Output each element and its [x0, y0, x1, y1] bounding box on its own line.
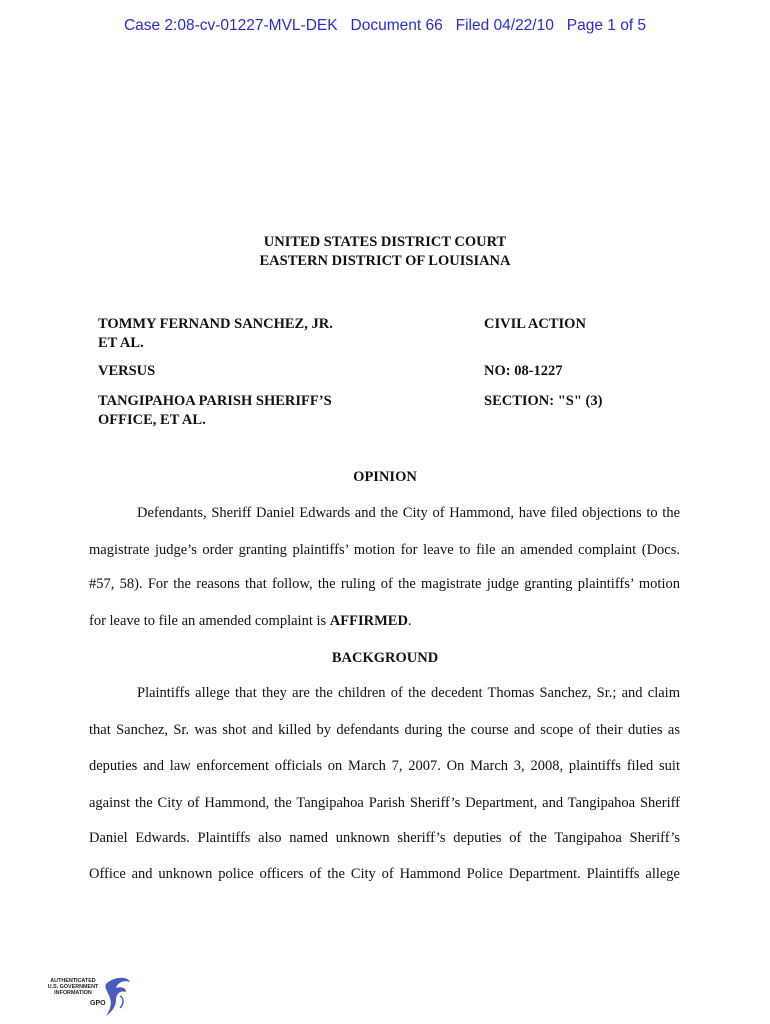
gpo-text-line-4: GPO — [90, 1000, 106, 1007]
caption-section: SECTION: "S" (3) — [484, 393, 603, 409]
opinion-heading: OPINION — [353, 469, 417, 485]
background-line-6: Office and unknown police officers of the City of Hammond Police Department. Plaintiffs allege — [89, 866, 680, 882]
gpo-authentication-logo — [42, 972, 132, 1020]
plaintiff-line-1: TOMMY FERNAND SANCHEZ, JR. — [98, 316, 333, 332]
background-line-4: against the City of Hammond, the Tangipahoa Parish Sheriff’s Department, and Tangipahoa Sheriff — [89, 795, 680, 811]
caption-case-number: NO: 08-1227 — [484, 363, 563, 379]
caption-plaintiff — [98, 315, 418, 353]
affirmed-text: AFFIRMED — [329, 613, 408, 629]
gpo-text-line-1: AUTHENTICATED — [50, 978, 96, 984]
gpo-text-line-2: U.S. GOVERNMENT — [47, 984, 99, 990]
background-line-3: deputies and law enforcement officials on March 7, 2007. On March 3, 2008, plaintiffs filed suit — [89, 758, 680, 774]
opinion-line-4-text: for leave to file an amended complaint is — [89, 613, 330, 629]
defendant-line-2: OFFICE, ET AL. — [98, 412, 206, 428]
background-line-1: Plaintiffs allege that they are the children of the decedent Thomas Sanchez, Sr.; and claim — [137, 685, 680, 701]
filing-header-stamp: Case 2:08-cv-01227-MVL-DEK Document 66 Filed 04/22/10 Page 1 of 5 — [123, 17, 647, 34]
opinion-line-1: Defendants, Sheriff Daniel Edwards and the City of Hammond, have filed objections to the — [137, 505, 680, 521]
eagle-icon — [102, 974, 134, 1018]
background-line-2: that Sanchez, Sr. was shot and killed by defendants during the course and scope of their duties as — [89, 722, 680, 738]
caption-defendant — [98, 392, 418, 430]
defendant-line-1: TANGIPAHOA PARISH SHERIFF’S — [98, 393, 332, 409]
opinion-period: . — [407, 613, 412, 629]
caption-versus: VERSUS — [98, 363, 156, 379]
background-heading: BACKGROUND — [331, 650, 439, 666]
caption-civil-action: CIVIL ACTION — [484, 316, 586, 332]
opinion-line-4 — [89, 613, 412, 630]
background-line-5: Daniel Edwards. Plaintiffs also named unknown sheriff’s deputies of the Tangipahoa Sheriff’s — [89, 830, 680, 846]
court-district: EASTERN DISTRICT OF LOUISIANA — [259, 253, 511, 269]
gpo-text-line-3: INFORMATION — [54, 990, 92, 996]
plaintiff-line-2: ET AL. — [98, 335, 144, 351]
opinion-line-3: #57, 58). For the reasons that follow, the ruling of the magistrate judge granting plaintiffs’ motion — [89, 576, 680, 592]
court-name: UNITED STATES DISTRICT COURT — [263, 234, 507, 250]
opinion-line-2: magistrate judge’s order granting plaintiffs’ motion for leave to file an amended complaint (Docs. — [89, 542, 680, 558]
